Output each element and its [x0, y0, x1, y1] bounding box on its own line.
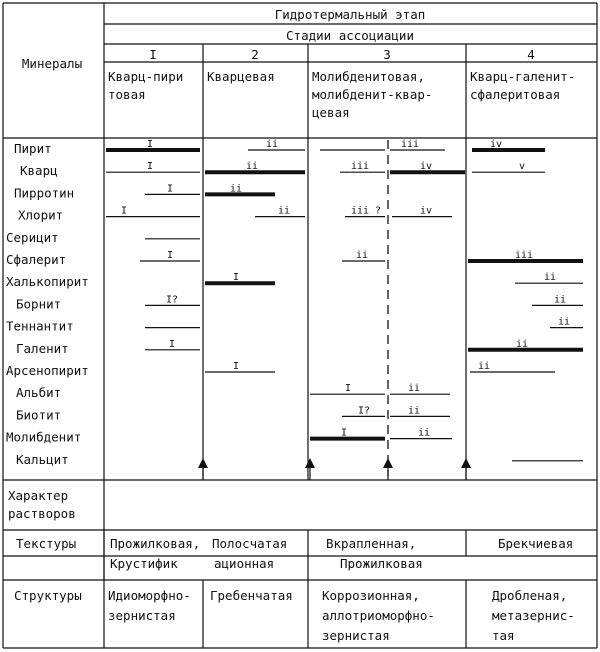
mineral-label: Пирротин — [14, 185, 75, 201]
segment-label: I — [120, 205, 128, 217]
segment-label: ii — [355, 250, 369, 261]
texture-value: Прожилковая, — [110, 536, 201, 551]
mineral-label: Альбит — [16, 385, 62, 401]
segment-label: I — [340, 427, 348, 439]
segment-label: I — [166, 250, 174, 261]
segment-label: I — [232, 361, 240, 372]
segment-label: I — [232, 272, 240, 284]
texture-value: Вкрапленная, — [326, 536, 417, 551]
segment-label: ii — [245, 161, 259, 173]
stage-name: Кварц-пири — [108, 69, 184, 84]
minerals-label: Минералы — [21, 56, 83, 71]
segment-label: ii — [477, 361, 491, 372]
segment-label: I? — [165, 294, 179, 306]
texture-value: Крустифик — [110, 556, 178, 571]
segment-label: ii — [557, 316, 571, 328]
stage-number: 2 — [251, 47, 259, 62]
segment-label: ii — [265, 139, 279, 150]
segment-label: I — [146, 161, 154, 173]
structure-value: Гребенчатая — [210, 588, 293, 603]
mineral-label: Галенит — [16, 340, 69, 356]
segment-label: ii — [417, 427, 431, 439]
mineral-label: Арсенопирит — [6, 363, 89, 378]
texture-value: Брекчиевая — [498, 536, 574, 551]
texture-value: Прожилковая — [340, 556, 423, 571]
segment-label: ii — [277, 205, 291, 217]
segment-label: I — [166, 183, 174, 195]
mineral-label: Теннантит — [6, 318, 74, 334]
stage-number: 4 — [527, 47, 535, 62]
segment-label: ii — [553, 294, 567, 306]
segment-label: ii — [229, 183, 243, 195]
segment-label: iii — [514, 250, 534, 261]
mineral-label: Молибденит — [6, 429, 82, 445]
stage-name: сфалеритовая — [470, 87, 561, 102]
stage-name: Кварц-галенит- — [470, 69, 576, 84]
arrow-substage — [383, 458, 393, 468]
segment-label: iii — [400, 139, 420, 150]
structure-value: Коррозионная, — [322, 588, 420, 603]
structures-label: Структуры — [14, 588, 82, 603]
stage-name: Кварцевая — [207, 69, 275, 84]
arrow-stage-2 — [198, 458, 208, 468]
stage-name: цевая — [312, 105, 350, 120]
stage-number: I — [149, 47, 157, 62]
segment-label: iv — [489, 139, 503, 150]
structure-value: Дробленая, — [492, 588, 568, 603]
arrow-stage-4 — [461, 458, 471, 468]
solutions-label: растворов — [8, 506, 76, 521]
segment-label: iii ? — [350, 205, 382, 217]
stage-name: Молибденитовая, — [312, 69, 425, 84]
stage-number: 3 — [383, 47, 391, 62]
mineral-label: Пирит — [14, 141, 52, 156]
mineral-label: Серицит — [6, 229, 59, 245]
structure-value: Идиоморфно- — [108, 588, 191, 603]
mineral-label: Борнит — [16, 296, 62, 312]
solutions-label: Характер — [8, 488, 69, 503]
segment-label: ii — [407, 383, 421, 395]
stages-label: Стадии ассоциации — [286, 28, 414, 43]
structure-value: метазернис- — [492, 608, 575, 623]
segment-label: iv — [419, 161, 433, 173]
stage-name: молибденит-квар- — [312, 87, 433, 102]
mineral-label: Кальцит — [16, 451, 69, 467]
segment-label: ii — [543, 272, 557, 284]
header-title: Гидротермальный этап — [274, 7, 426, 22]
segment-label: I? — [357, 405, 371, 417]
texture-value: ационная — [214, 556, 275, 571]
stage-name: товая — [108, 87, 146, 102]
texture-value: Полосчатая — [212, 536, 288, 551]
segment-label: v — [518, 161, 526, 173]
structure-value: тая — [492, 628, 515, 643]
segment-label: iv — [419, 205, 433, 217]
structure-value: зернистая — [108, 608, 176, 623]
arrow-stage-3 — [305, 458, 315, 468]
segment-label: I — [344, 383, 352, 395]
segment-label: ii — [407, 405, 421, 417]
segment-label: I — [146, 139, 154, 150]
mineral-label: Сфалерит — [6, 252, 67, 267]
textures-label: Текстуры — [16, 536, 77, 551]
mineral-label: Халькопирит — [6, 274, 89, 290]
segment-label: I — [168, 338, 176, 350]
mineral-label: Хлорит — [18, 207, 64, 223]
structure-value: аллотриоморфно- — [322, 608, 435, 623]
segment-label: iii — [350, 161, 370, 173]
mineral-label: Кварц — [20, 163, 58, 179]
structure-value: зернистая — [322, 628, 390, 643]
mineral-label: Биотит — [16, 407, 62, 423]
segment-label: ii — [515, 338, 529, 350]
